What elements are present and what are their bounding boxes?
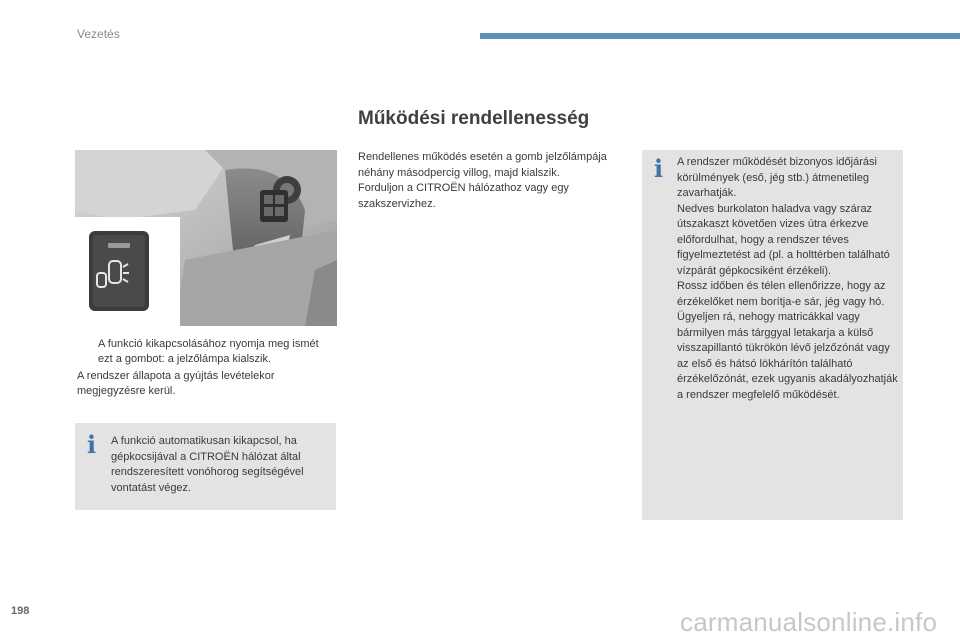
dashboard-photo — [75, 150, 337, 326]
info-box-text — [677, 155, 899, 403]
page-number: 198 — [11, 605, 30, 617]
info-paragraph: Nedves burkolaton haladva vagy száraz útszakaszt követően vizes útra érkezve előfordulhat, hogy a rendszer téves figyelmeztetést ad (pl. a holttérben található vízpárát gépkocsiként érzékeli). — [677, 202, 890, 277]
info-icon: i — [87, 430, 97, 459]
info-paragraph: Ügyeljen rá, nehogy matricákkal vagy bármilyen más tárggyal letakarja a külső visszapillantó tükrökön lévő jelzőzónát vagy az első és hátsó lökhárítón található érzékelőzónát, ezek ugyanis akadályozhatják a rendszer megfelelő működését. — [677, 311, 898, 401]
info-paragraph: A rendszer működését bizonyos időjárási körülmények (eső, jég stb.) átmenetileg zavarhatják. — [677, 156, 877, 199]
section-label: Vezetés — [77, 27, 120, 41]
indicator-lamp — [108, 243, 130, 248]
info-icon: i — [654, 154, 664, 183]
header-accent-bar — [480, 33, 960, 39]
info-box-towing — [75, 423, 336, 510]
malfunction-paragraph: Forduljon a CITROËN hálózathoz vagy egy szakszervizhez. — [358, 182, 569, 210]
page-title: Működési rendellenesség — [358, 108, 590, 129]
malfunction-paragraph: Rendellenes működés esetén a gomb jelzőlámpája néhány másodpercig villog, majd kialszik. — [358, 151, 607, 179]
info-paragraph: Rossz időben és télen ellenőrizze, hogy az érzékelőket nem borítja-e sár, jég vagy hó. — [677, 280, 886, 308]
blind-spot-button — [75, 217, 180, 326]
bullet-text: A funkció kikapcsolásához nyomja meg ismét ezt a gombot: a jelzőlámpa kialszik. — [98, 338, 319, 365]
info-box-weather — [642, 150, 903, 520]
button-closeup — [75, 217, 180, 326]
malfunction-text — [358, 150, 620, 212]
info-box-text: A funkció automatikusan kikapcsol, ha gépkocsijával a CITROËN hálózat által rendszeresített vonóhorog segítségével vontatást végez. — [111, 435, 304, 494]
status-note: A rendszer állapota a gyújtás levételekor megjegyzésre kerül. — [77, 370, 275, 397]
watermark: carmanualsonline.info — [680, 607, 938, 637]
